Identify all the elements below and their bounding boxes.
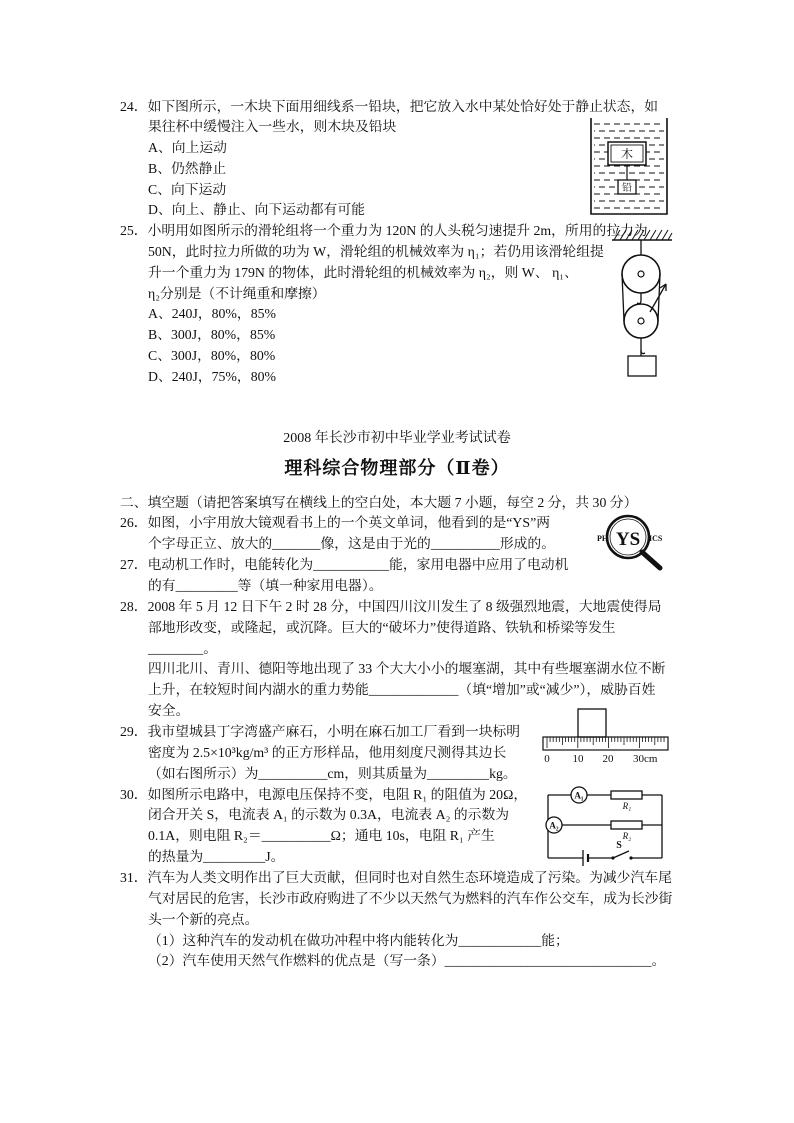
wood-block-label: 木	[620, 147, 634, 161]
upper-pulley	[622, 255, 660, 293]
water-dashes	[594, 124, 664, 208]
word-right-part: ICS	[649, 534, 663, 543]
ammeter-2-label: A₂	[549, 820, 559, 831]
q28-line: 四川北川、青川、德阳等地出现了 33 个大大小小的堰塞湖，其中有些堰塞湖水位不断	[148, 661, 666, 677]
q28-line: 部地形改变，或隆起，或沉降。巨大的“破坏力”使得道路、铁轨和桥梁等发生	[148, 619, 616, 635]
resistor-2	[611, 821, 642, 829]
q28-line: 安全。	[148, 703, 190, 719]
switch-lever	[613, 851, 629, 858]
q31-line: 气对居民的危害，长沙市政府购进了不少以天然气为燃料的汽车作公交车，成为长沙街	[148, 890, 673, 906]
ruler-label-20: 20	[602, 753, 614, 765]
resistor-1	[611, 791, 642, 799]
q29-line: 密度为 2.5×10³kg/m³ 的正方形样品，他用刻度尺测得其边长	[148, 744, 507, 760]
ruler-label-0: 0	[544, 753, 550, 765]
q30-line: 闭合开关 S，电流表 A₁ 的示数为 0.3A，电流表 A₂ 的示数为	[148, 807, 510, 823]
weight-box	[628, 356, 656, 376]
q24-stem-line: 24．如下图所示，一木块下面用细线系一铅块，把它放入水中某处恰好处于静止状态，如	[120, 98, 659, 114]
q25-stem-line: 25．小明用如图所示的滑轮组将一个重力为 120N 的人头税匀速提升 2m，所用的拉力为	[120, 223, 648, 239]
magnified-letters: YS	[615, 529, 641, 550]
q27-line: 27．电动机工作时，电能转化为___________能，家用电器中应用了电动机	[120, 557, 569, 573]
q24-option-d: D、向上、静止、向下运动都有可能	[148, 202, 365, 218]
q30-line: 的热量为_________J。	[148, 849, 285, 865]
q25-stem-line: 50N，此时拉力所做的功为 W，滑轮组的机械效率为 η₁；若仍用该滑轮组提	[148, 244, 604, 260]
q30-line: 30．如图所示电路中，电源电压保持不变，电阻 R₁ 的阻值为 20Ω，	[120, 786, 528, 802]
ceiling-hatch	[614, 230, 672, 240]
pulley-figure	[610, 226, 674, 380]
q28-line: 上升，在较短时间内湖水的重力势能_____________（填“增加”或“减少”），威胁百姓	[148, 682, 656, 698]
q24-option-a: A、向上运动	[148, 140, 227, 156]
resistor-1-label: R₁	[622, 801, 632, 811]
q25-option-c: C、300J，80%，80%	[148, 348, 276, 364]
upper-hook	[637, 293, 641, 304]
ruler-ticks	[547, 737, 664, 748]
q31-line: 头一个新的亮点。	[148, 911, 259, 927]
q24-stem-line: 果往杯中缓慢注入一些水，则木块及铅块	[148, 119, 397, 135]
q31-subquestion-2: （2）汽车使用天然气作燃料的优点是（写一条）______________________________。	[148, 953, 666, 969]
ammeter-1-label: A₁	[574, 790, 584, 801]
word-left-part: PH	[597, 534, 609, 543]
q25-option-b: B、300J，80%，85%	[148, 327, 276, 343]
q25-stem-line: 升一个重力为 179N 的物体，此时滑轮组的机械效率为 η₂，则 W、 η₁、	[148, 264, 578, 280]
q29-line: 29．我市望城县丁字湾盛产麻石，小明在麻石加工厂看到一块标明	[120, 723, 521, 739]
q26-line: 26．如图，小宇用放大镜观看书上的一个英文单词，他看到的是“YS”两	[120, 515, 550, 531]
lead-block-label: 铅	[622, 183, 632, 194]
magnifier-figure	[596, 510, 668, 572]
ruler-figure	[538, 706, 672, 764]
ruler-label-10: 10	[572, 753, 584, 765]
magnifier-handle	[642, 552, 660, 568]
q26-line: 个字母正立、放大的_______像，这是由于光的__________形成的。	[148, 536, 556, 552]
q28-line: ________。	[148, 640, 217, 656]
q24-option-c: C、向下运动	[148, 181, 227, 197]
q25-option-d: D、240J，75%，80%	[148, 368, 276, 384]
ruler-label-30: 30cm	[633, 753, 658, 765]
switch-label: S	[616, 840, 622, 851]
q31-line: 31．汽车为人类文明作出了巨大贡献，但同时也对自然生态环境造成了污染。为减少汽车尾	[120, 869, 672, 885]
q29-line: （如右图所示）为__________cm，则其质量为_________kg。	[148, 765, 517, 781]
q30-line: 0.1A，则电阻 R₂＝__________Ω；通电 10s，电阻 R₁ 产生	[148, 828, 495, 844]
q31-subquestion-1: （1）这种汽车的发动机在做功冲程中将内能转化为____________能；	[148, 932, 569, 948]
lower-pulley-axle	[638, 318, 644, 324]
q27-line: 的有_________等（填一种家用电器）。	[148, 577, 383, 593]
q24-option-b: B、仍然静止	[148, 160, 227, 176]
square-sample	[578, 709, 606, 737]
section-heading: 二、填空题（请把答案填写在横线上的空白处，本大题 7 小题，每空 2 分，共 30 分）	[120, 494, 638, 510]
exam-title: 2008 年长沙市初中毕业学业考试试卷	[283, 430, 511, 446]
upper-pulley-axle	[638, 271, 644, 277]
exam-subtitle: 理科综合物理部分（Ⅱ卷）	[284, 458, 510, 478]
beaker-figure	[588, 116, 670, 218]
resistor-2-label: R₂	[622, 831, 632, 841]
lower-pulley	[624, 304, 658, 338]
q28-line: 28．2008 年 5 月 12 日下午 2 时 28 分，中国四川汶川发生了 8 级强烈地震，大地震使得局	[120, 598, 662, 614]
q25-option-a: A、240J，80%，85%	[148, 306, 276, 322]
circuit-figure	[543, 781, 667, 865]
q25-stem-line: η₂分别是（不计绳重和摩擦）	[148, 285, 326, 301]
